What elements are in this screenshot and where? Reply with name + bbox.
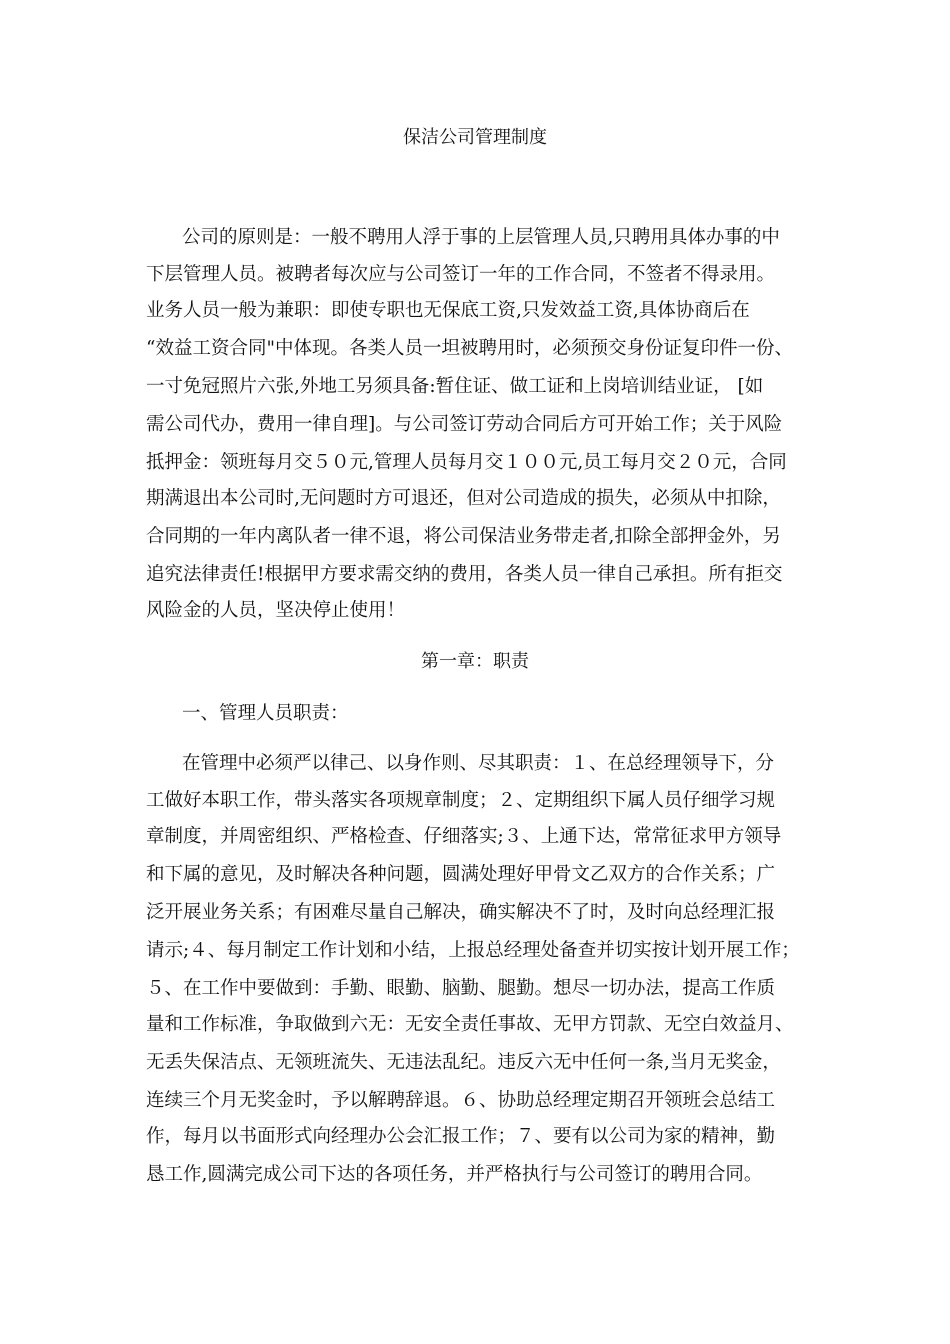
chapter-title: 第一章：职责	[421, 651, 529, 672]
paragraph-line: 合同期的一年内离队者一律不退，将公司保洁业务带走者,扣除全部押金外，另	[146, 526, 781, 547]
paragraph-line: 章制度，并周密组织、严格检查、仔细落实;３、上通下达，常常征求甲方领导	[146, 826, 782, 847]
paragraph-line: 量和工作标准，争取做到六无：无安全责任事故、无甲方罚款、无空白效益月、	[146, 1014, 794, 1035]
paragraph-line: 下层管理人员。被聘者每次应与公司签订一年的工作合同，不签者不得录用。	[146, 264, 776, 285]
paragraph-line: 一寸免冠照片六张,外地工另须具备:暂住证、做工证和上岗培训结业证， [如	[146, 376, 764, 397]
paragraph-line: 在管理中必须严以律己、以身作则、尽其职责：１、在总经理领导下，分	[182, 753, 775, 774]
paragraph-line: 公司的原则是：一般不聘用人浮于事的上层管理人员,只聘用具体办事的中	[182, 227, 780, 248]
paragraph-line: 请示;４、每月制定工作计划和小结，上报总经理处备查并切实按计划开展工作；	[146, 940, 800, 961]
paragraph-line: 无丢失保洁点、无领班流失、无违法乱纪。违反六无中任何一条,当月无奖金，	[146, 1052, 781, 1073]
paragraph-line: ５、在工作中要做到：手勤、眼勤、脑勤、腿勤。想尽一切办法，提高工作质	[146, 978, 776, 999]
paragraph-line: 工做好本职工作，带头落实各项规章制度；２、定期组织下属人员仔细学习规	[146, 790, 776, 811]
paragraph-line: 业务人员一般为兼职：即使专职也无保底工资,只发效益工资,具体协商后在	[146, 300, 750, 321]
paragraph-line: 期满退出本公司时,无问题时方可退还，但对公司造成的损失，必须从中扣除，	[146, 488, 781, 509]
paragraph-line: 恳工作,圆满完成公司下达的各项任务，并严格执行与公司签订的聘用合同。	[146, 1164, 763, 1185]
paragraph-line: 作，每月以书面形式向经理办公会汇报工作；７、要有以公司为家的精神，勤	[146, 1126, 776, 1147]
paragraph-line: 需公司代办，费用一律自理]。与公司签订劳动合同后方可开始工作；关于风险	[146, 414, 783, 435]
paragraph-line: 泛开展业务关系；有困难尽量自己解决，确实解决不了时，及时向总经理汇报	[146, 902, 776, 923]
paragraph-line: 风险金的人员，坚决停止使用！	[146, 600, 406, 621]
paragraph-line: 抵押金：领班每月交５０元,管理人员每月交１００元,员工每月交２０元，合同	[146, 452, 787, 473]
paragraph-line: 追究法律责任!根据甲方要求需交纳的费用，各类人员一律自己承担。所有拒交	[146, 564, 783, 585]
paragraph-line: “效益工资合同"中体现。各类人员一坦被聘用时，必须预交身份证复印件一份、	[146, 338, 793, 359]
paragraph-line: 和下属的意见，及时解决各种问题，圆满处理好甲骨文乙双方的合作关系；广	[146, 864, 776, 885]
section-title: 一、管理人员职责：	[182, 703, 349, 724]
paragraph-line: 连续三个月无奖金时，予以解聘辞退。６、协助总经理定期召开领班会总结工	[146, 1090, 776, 1111]
document-title: 保洁公司管理制度	[403, 127, 547, 148]
